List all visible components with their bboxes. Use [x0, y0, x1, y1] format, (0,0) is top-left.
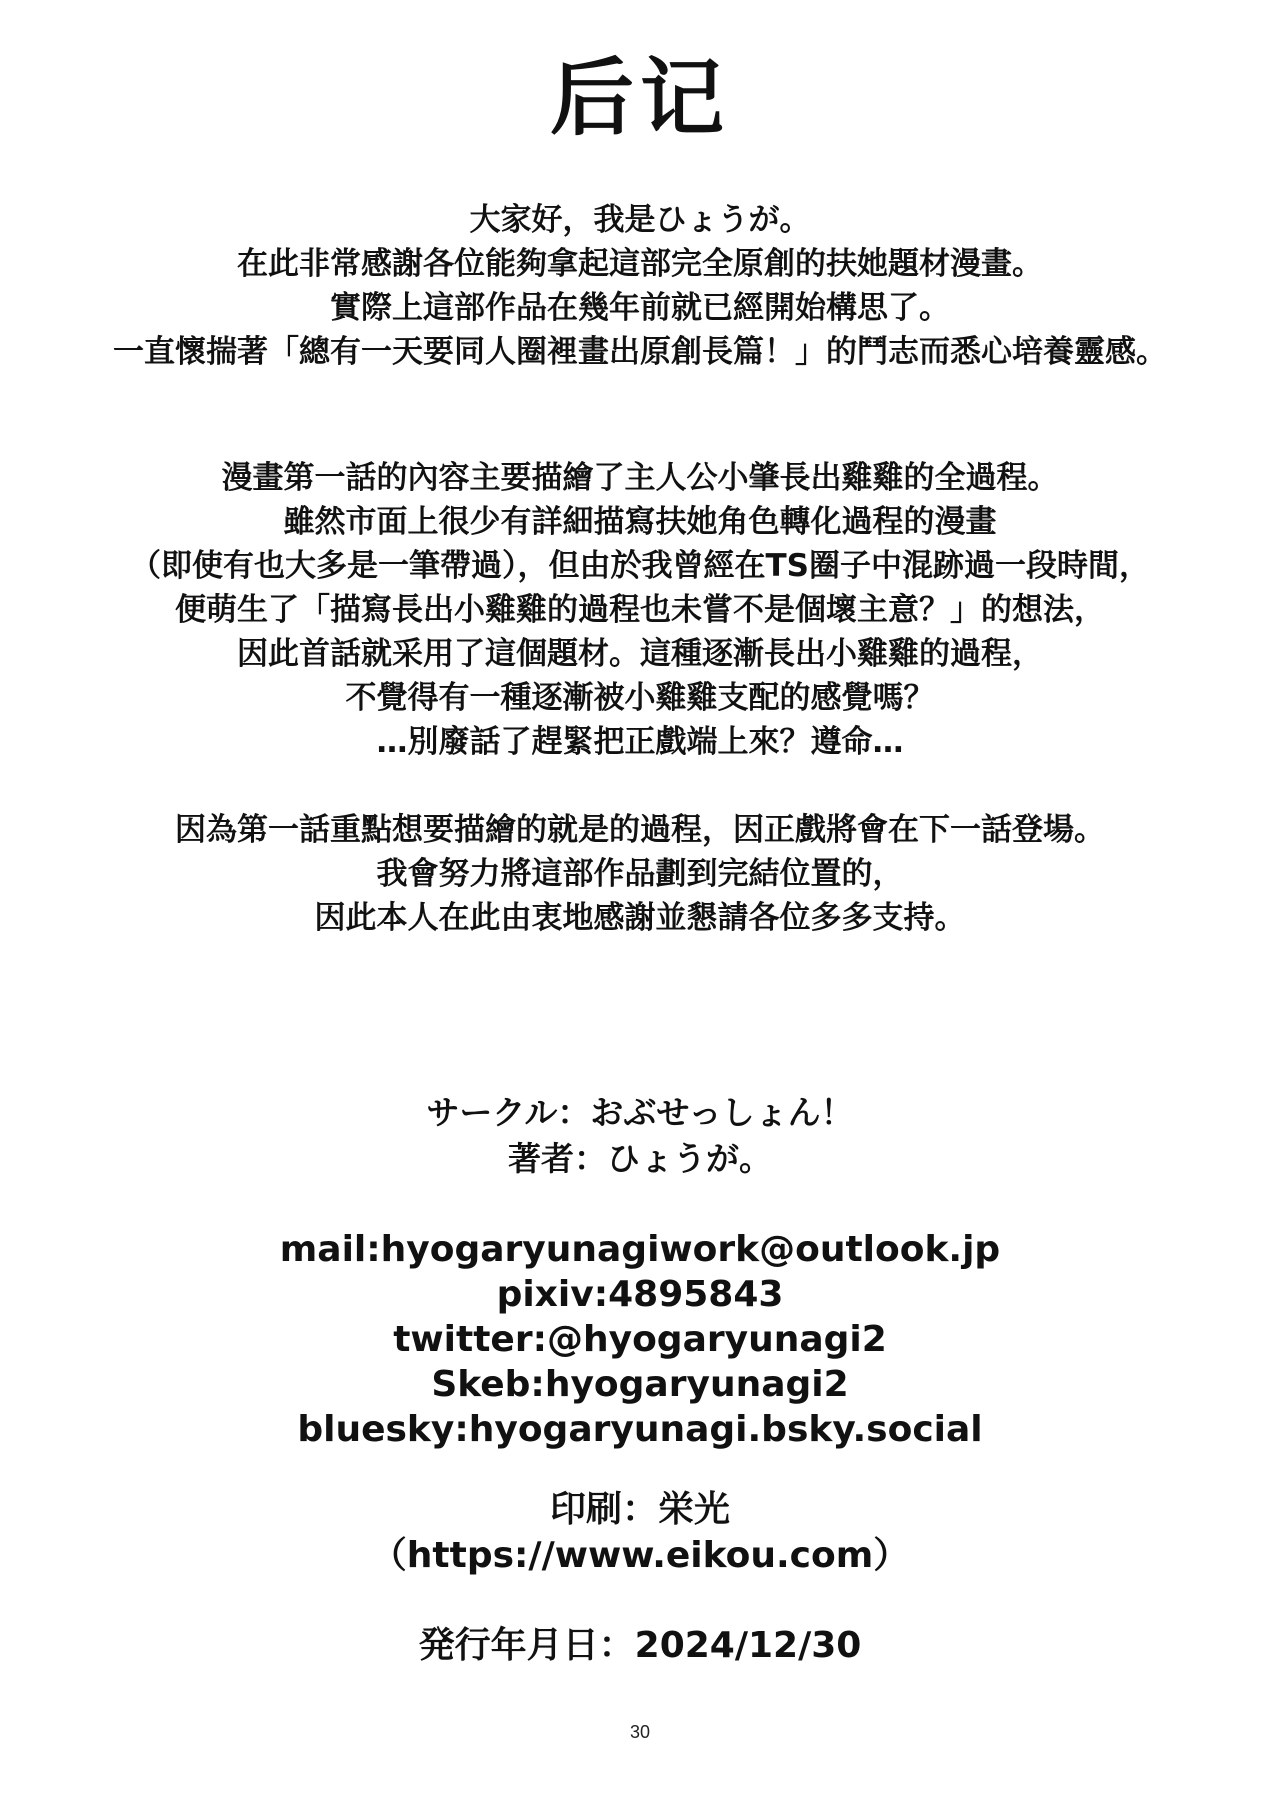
- afterword-line: 不覺得有一種逐漸被小雞雞支配的感覺嗎？: [345, 680, 935, 716]
- afterword-line: …別廢話了趕緊把正戲端上來？遵命…: [376, 724, 904, 760]
- page-number: 30: [629, 1722, 651, 1742]
- skeb-contact: Skeb:hyogaryunagi2: [431, 1364, 849, 1405]
- author-name: 著者：ひょうが。: [508, 1139, 772, 1178]
- afterword-paragraph-1: [0, 198, 1280, 374]
- afterword-line: 因此本人在此由衷地感謝並懇請各位多多支持。: [314, 900, 966, 936]
- printing-info: [0, 1487, 1280, 1579]
- pixiv-contact: pixiv:4895843: [496, 1274, 784, 1315]
- afterword-line: 在此非常感謝各位能夠拿起這部完全原創的扶她題材漫畫。: [237, 246, 1043, 282]
- credits-block: [0, 1090, 1280, 1182]
- twitter-contact: twitter:@hyogaryunagi2: [393, 1319, 887, 1360]
- contact-list: [0, 1227, 1280, 1452]
- afterword-line: 便萌生了「描寫長出小雞雞的過程也未嘗不是個壞主意？」的想法，: [175, 592, 1105, 628]
- bluesky-contact: bluesky:hyogaryunagi.bsky.social: [297, 1409, 983, 1450]
- afterword-paragraph-3: [0, 808, 1280, 940]
- afterword-line: 因此首話就采用了這個題材。這種逐漸長出小雞雞的過程，: [237, 636, 1043, 672]
- afterword-line: 因為第一話重點想要描繪的就是的過程，因正戲將會在下一話登場。: [175, 812, 1105, 848]
- afterword-line: 我會努力將這部作品劃到完結位置的，: [376, 856, 904, 892]
- page-title: 后记: [549, 49, 730, 147]
- release-date-text: 発行年月日：2024/12/30: [418, 1625, 862, 1666]
- printer-name: 印刷：栄光: [549, 1489, 730, 1530]
- mail-contact: mail:hyogaryunagiwork@outlook.jp: [279, 1229, 1001, 1270]
- afterword-paragraph-2: [0, 456, 1280, 764]
- afterword-line: 雖然市面上很少有詳細描寫扶她角色轉化過程的漫畫: [283, 504, 997, 540]
- afterword-line: 一直懷揣著「總有一天要同人圈裡畫出原創長篇！」的鬥志而悉心培養靈感。: [113, 334, 1167, 370]
- release-date: [0, 1623, 1280, 1669]
- printer-url: （https://www.eikou.com）: [370, 1535, 910, 1576]
- afterword-line: 大家好，我是ひょうが。: [469, 202, 811, 238]
- afterword-line: 實際上這部作品在幾年前就已經開始構思了。: [330, 290, 950, 326]
- circle-name: サークル：おぶせっしょん！: [426, 1093, 854, 1132]
- afterword-line: 漫畫第一話的內容主要描繪了主人公小肇長出雞雞的全過程。: [221, 460, 1059, 496]
- afterword-line: （即使有也大多是一筆帶過），但由於我曾經在TS圈子中混跡過一段時間，: [130, 548, 1150, 584]
